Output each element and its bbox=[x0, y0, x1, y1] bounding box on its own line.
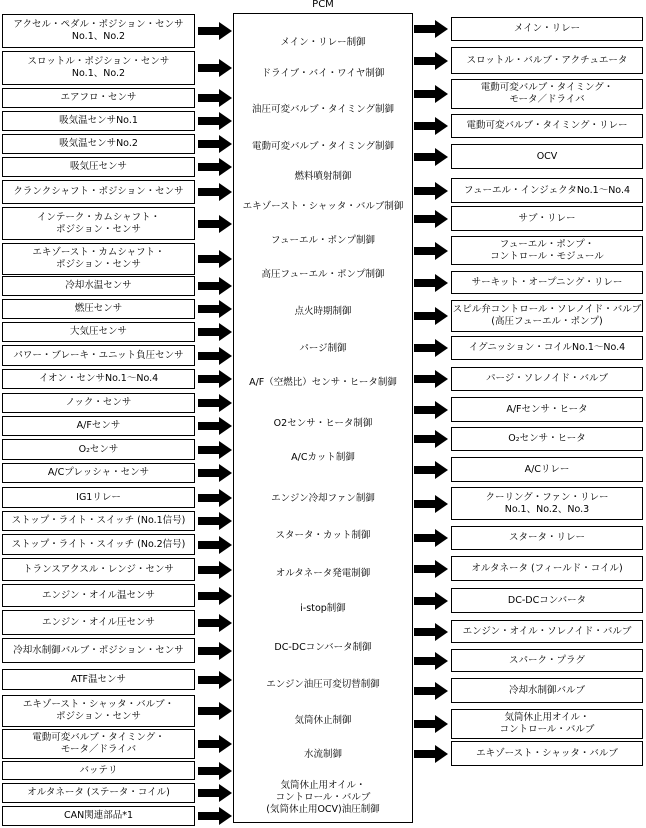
input-arrow bbox=[198, 370, 232, 388]
input-signal-box-line: ストップ・ライト・スイッチ (No.2信号) bbox=[11, 538, 186, 550]
input-arrow bbox=[198, 135, 232, 153]
output-device-box bbox=[451, 336, 643, 360]
pcm-control-line: (気筒休止用OCV)油圧制御 bbox=[266, 804, 380, 815]
pcm-control-line: オルタネータ発電制御 bbox=[275, 568, 371, 579]
output-device-box bbox=[451, 79, 643, 109]
input-arrow bbox=[198, 671, 232, 689]
output-device-box bbox=[451, 236, 643, 265]
pcm-title: PCM bbox=[312, 0, 334, 10]
output-device-box bbox=[451, 588, 643, 613]
input-signal-box-line: A/Cプレッシャ・センサ bbox=[47, 467, 150, 478]
pcm-control-function bbox=[234, 201, 412, 213]
output-device-box-line: A/Fセンサ・ヒータ bbox=[506, 403, 588, 415]
input-signal-box-line: No.1、No.2 bbox=[71, 31, 126, 42]
output-device-box-line: スタータ・リレー bbox=[508, 532, 585, 543]
input-signal-box-line: CAN関連部品*1 bbox=[63, 810, 134, 821]
output-device-box-line: スロットル・バルブ・アクチュエータ bbox=[466, 54, 628, 66]
output-device-box bbox=[451, 367, 643, 391]
pcm-control-function bbox=[234, 679, 412, 691]
output-arrow bbox=[414, 430, 448, 448]
output-arrow bbox=[414, 592, 448, 610]
output-device-box bbox=[451, 709, 643, 739]
input-signal-box bbox=[2, 695, 195, 727]
input-signal-box-line: 吸気圧センサ bbox=[69, 161, 127, 172]
output-device-box-line: (高圧フューエル・ポンプ) bbox=[491, 316, 603, 327]
pcm-control-line: エキゾースト・シャッタ・バルブ制御 bbox=[242, 201, 404, 212]
output-arrow bbox=[414, 623, 448, 641]
output-device-box-line: A/Cリレー bbox=[524, 463, 570, 475]
input-signal-box-line: エキゾースト・カムシャフト・ bbox=[32, 247, 165, 258]
pcm-control-line: 燃料噴射制御 bbox=[294, 171, 352, 182]
input-arrow bbox=[198, 464, 232, 482]
output-device-box bbox=[451, 144, 643, 169]
pcm-control-function bbox=[234, 418, 412, 430]
input-signal-box bbox=[2, 369, 195, 389]
output-arrow bbox=[414, 529, 448, 547]
input-signal-box bbox=[2, 243, 195, 275]
output-device-box bbox=[451, 487, 643, 520]
output-arrow bbox=[414, 148, 448, 166]
pcm-control-line: 高圧フューエル・ポンプ制御 bbox=[261, 269, 385, 280]
input-signal-box bbox=[2, 638, 195, 663]
pcm-control-line: エンジン油圧可変切替制御 bbox=[266, 679, 380, 690]
output-device-box bbox=[451, 206, 643, 231]
output-device-box bbox=[451, 678, 643, 703]
pcm-control-line: A/F（空燃比）センサ・ヒータ制御 bbox=[249, 377, 397, 388]
pcm-control-line: エンジン冷却ファン制御 bbox=[271, 493, 375, 504]
output-arrow bbox=[414, 307, 448, 325]
output-arrow bbox=[414, 682, 448, 700]
output-arrow bbox=[414, 52, 448, 70]
input-arrow bbox=[198, 22, 232, 40]
pcm-control-function bbox=[234, 642, 412, 654]
pcm-control-function bbox=[234, 452, 412, 464]
pcm-control-line: i-stop制御 bbox=[300, 603, 346, 614]
output-device-box-line: スパーク・プラグ bbox=[508, 654, 585, 666]
output-device-box bbox=[451, 556, 643, 581]
input-signal-box bbox=[2, 463, 195, 483]
output-device-box-line: コントロール・モジュール bbox=[490, 250, 604, 262]
input-arrow bbox=[198, 735, 232, 753]
output-arrow bbox=[414, 652, 448, 670]
input-arrow bbox=[198, 323, 232, 341]
input-signal-box bbox=[2, 134, 195, 154]
pcm-control-line: スタータ・カット制御 bbox=[275, 530, 371, 541]
input-signal-box-line: ポジション・センサ bbox=[55, 259, 142, 270]
output-device-box bbox=[451, 427, 643, 451]
output-device-box-line: 電動可変バルブ・タイミング・リレー bbox=[466, 120, 628, 131]
output-device-box bbox=[451, 300, 643, 332]
output-device-box bbox=[451, 47, 643, 74]
pcm-control-line: フューエル・ポンプ制御 bbox=[270, 235, 376, 246]
input-signal-box-line: ノック・センサ bbox=[65, 397, 132, 408]
input-signal-box-line: バッテリ bbox=[79, 764, 118, 776]
input-arrow bbox=[198, 417, 232, 435]
input-signal-box bbox=[2, 729, 195, 759]
input-arrow bbox=[198, 489, 232, 507]
input-signal-box bbox=[2, 180, 195, 204]
input-signal-box-line: ATF温センサ bbox=[70, 673, 127, 685]
input-signal-box bbox=[2, 558, 195, 581]
output-arrow bbox=[414, 495, 448, 513]
input-arrow bbox=[198, 642, 232, 660]
input-signal-box bbox=[2, 439, 195, 460]
output-device-box bbox=[451, 17, 643, 41]
pcm-control-function bbox=[234, 306, 412, 318]
input-signal-box-line: エキゾースト・シャッタ・バルブ・ bbox=[22, 699, 175, 710]
input-arrow bbox=[198, 807, 232, 825]
pcm-control-line: 油圧可変バルブ・タイミング制御 bbox=[251, 104, 395, 115]
input-signal-box-line: ストップ・ライト・スイッチ (No.1信号) bbox=[11, 515, 186, 526]
input-signal-box-line: エアフロ・センサ bbox=[60, 92, 137, 103]
pcm-control-function bbox=[234, 493, 412, 505]
pcm-control-function bbox=[234, 269, 412, 281]
input-signal-box-line: エンジン・オイル圧センサ bbox=[41, 616, 156, 628]
input-signal-box bbox=[2, 806, 195, 826]
input-signal-box bbox=[2, 511, 195, 531]
input-signal-box-line: スロットル・ポジション・センサ bbox=[27, 56, 170, 67]
output-device-box bbox=[451, 397, 643, 422]
output-device-box bbox=[451, 178, 643, 203]
input-signal-box bbox=[2, 322, 195, 342]
output-device-box bbox=[451, 741, 643, 766]
input-arrow bbox=[198, 300, 232, 318]
input-signal-box bbox=[2, 111, 195, 131]
pcm-control-line: ドライブ・バイ・ワイヤ制御 bbox=[261, 68, 385, 79]
pcm-control-line: O2センサ・ヒータ制御 bbox=[273, 418, 373, 429]
pcm-control-function bbox=[234, 343, 412, 355]
input-signal-box-line: アクセル・ペダル・ポジション・センサ bbox=[13, 19, 184, 30]
output-arrow bbox=[414, 242, 448, 260]
output-device-box-line: モータ／ドライバ bbox=[509, 94, 585, 105]
input-arrow bbox=[198, 441, 232, 459]
pcm-control-function bbox=[234, 749, 412, 761]
pcm-control-line: DC-DCコンバータ制御 bbox=[274, 642, 372, 653]
output-device-box-line: 気筒休止用オイル・ bbox=[504, 712, 590, 723]
input-arrow bbox=[198, 89, 232, 107]
pcm-control-function bbox=[234, 68, 412, 80]
input-signal-box-line: パワー・ブレーキ・ユニット負圧センサ bbox=[13, 349, 184, 361]
input-arrow bbox=[198, 784, 232, 802]
input-signal-box bbox=[2, 276, 195, 296]
pcm-control-line: コントロール・バルブ bbox=[275, 792, 371, 803]
input-signal-box-line: 冷却水温センサ bbox=[65, 280, 132, 291]
output-arrow bbox=[414, 20, 448, 38]
input-signal-box bbox=[2, 487, 195, 508]
output-arrow bbox=[414, 401, 448, 419]
input-signal-box-line: O₂センサ bbox=[78, 443, 119, 455]
pcm-control-function bbox=[234, 377, 412, 389]
input-arrow bbox=[198, 250, 232, 268]
input-arrow bbox=[198, 702, 232, 720]
output-arrow bbox=[414, 745, 448, 763]
input-signal-box bbox=[2, 761, 195, 780]
input-arrow bbox=[198, 277, 232, 295]
pcm-control-function bbox=[234, 235, 412, 247]
input-arrow bbox=[198, 215, 232, 233]
input-signal-box-line: モータ／ドライバ bbox=[60, 744, 137, 755]
output-device-box bbox=[451, 620, 643, 643]
output-device-box bbox=[451, 114, 643, 138]
output-arrow bbox=[414, 370, 448, 388]
input-arrow bbox=[198, 347, 232, 365]
output-device-box-line: 冷却水制御バルブ bbox=[508, 684, 585, 696]
input-signal-box bbox=[2, 299, 195, 319]
input-arrow bbox=[198, 561, 232, 579]
output-device-box bbox=[451, 457, 643, 482]
input-signal-box bbox=[2, 610, 195, 635]
output-arrow bbox=[414, 210, 448, 228]
pcm-control-line: 気筒休止制御 bbox=[294, 715, 352, 726]
input-signal-box-line: オルタネータ (ステータ・コイル) bbox=[27, 787, 170, 798]
input-arrow bbox=[198, 512, 232, 530]
output-arrow bbox=[414, 274, 448, 292]
pcm-control-function bbox=[234, 568, 412, 580]
output-device-box-line: パージ・ソレノイド・バルブ bbox=[485, 373, 609, 384]
input-arrow bbox=[198, 614, 232, 632]
pcm-control-function bbox=[234, 104, 412, 116]
input-signal-box bbox=[2, 51, 195, 85]
input-signal-box-line: ポジション・センサ bbox=[55, 223, 142, 235]
input-signal-box bbox=[2, 669, 195, 690]
output-device-box-line: 電動可変バルブ・タイミング・ bbox=[480, 82, 614, 93]
pcm-control-line: 水流制御 bbox=[303, 749, 342, 760]
output-arrow bbox=[414, 117, 448, 135]
output-device-box-line: サブ・リレー bbox=[518, 212, 576, 224]
output-arrow bbox=[414, 182, 448, 200]
input-signal-box-line: インテーク・カムシャフト・ bbox=[36, 211, 161, 223]
pcm-control-line: 気筒休止用オイル・ bbox=[280, 780, 366, 791]
input-signal-box-line: 吸気温センサNo.1 bbox=[59, 115, 138, 126]
input-signal-box bbox=[2, 345, 195, 366]
input-signal-box bbox=[2, 393, 195, 413]
input-signal-box bbox=[2, 88, 195, 108]
input-signal-box-line: 冷却水制御バルブ・ポジション・センサ bbox=[13, 644, 184, 656]
pcm-box bbox=[233, 13, 413, 823]
output-device-box-line: O₂センサ・ヒータ bbox=[508, 433, 586, 444]
input-signal-box bbox=[2, 534, 195, 555]
input-signal-box-line: No.1、No.2 bbox=[71, 68, 126, 79]
input-signal-box-line: ポジション・センサ bbox=[55, 711, 142, 722]
output-arrow bbox=[414, 715, 448, 733]
output-device-box-line: コントロール・バルブ bbox=[499, 724, 595, 735]
input-signal-box-line: 吸気温センサNo.2 bbox=[59, 138, 138, 149]
output-arrow bbox=[414, 560, 448, 578]
output-device-box-line: エンジン・オイル・ソレノイド・バルブ bbox=[462, 625, 632, 637]
pcm-control-line: パージ制御 bbox=[299, 343, 347, 354]
output-device-box bbox=[451, 271, 643, 294]
input-signal-box-line: クランクシャフト・ポジション・センサ bbox=[13, 186, 184, 197]
input-signal-box-line: A/Fセンサ bbox=[76, 420, 121, 431]
output-device-box-line: メイン・リレー bbox=[513, 23, 581, 34]
output-device-box-line: フューエル・ポンプ・ bbox=[499, 238, 595, 250]
input-arrow bbox=[198, 183, 232, 201]
input-signal-box bbox=[2, 416, 195, 436]
pcm-control-function bbox=[234, 530, 412, 542]
pcm-control-line: A/Cカット制御 bbox=[291, 452, 355, 463]
input-arrow bbox=[198, 112, 232, 130]
pcm-control-function bbox=[234, 141, 412, 153]
input-arrow bbox=[198, 59, 232, 77]
input-signal-box-line: IG1リレー bbox=[76, 491, 121, 503]
pcm-control-function bbox=[234, 715, 412, 727]
input-arrow bbox=[198, 536, 232, 554]
pcm-control-function bbox=[234, 603, 412, 615]
input-signal-box-line: 大気圧センサ bbox=[69, 326, 127, 337]
output-device-box-line: イグニッション・コイルNo.1〜No.4 bbox=[468, 342, 626, 353]
pcm-control-line: 点火時期制御 bbox=[294, 306, 352, 317]
input-arrow bbox=[198, 158, 232, 176]
output-device-box-line: フューエル・インジェクタNo.1〜No.4 bbox=[463, 184, 631, 196]
input-signal-box bbox=[2, 584, 195, 607]
output-device-box-line: サーキット・オープニング・リレー bbox=[471, 276, 623, 288]
output-arrow bbox=[414, 85, 448, 103]
input-signal-box-line: エンジン・オイル温センサ bbox=[41, 589, 156, 601]
output-device-box-line: クーリング・ファン・リレー bbox=[485, 491, 609, 503]
input-signal-box-line: トランスアクスル・レンジ・センサ bbox=[23, 563, 174, 575]
output-device-box-line: エキゾースト・シャッタ・バルブ bbox=[476, 747, 618, 759]
input-arrow bbox=[198, 394, 232, 412]
input-arrow bbox=[198, 762, 232, 780]
pcm-control-line: メイン・リレー制御 bbox=[280, 37, 366, 48]
pcm-control-function bbox=[234, 171, 412, 183]
output-arrow bbox=[414, 339, 448, 357]
pcm-control-function bbox=[234, 37, 412, 49]
input-signal-box-line: イオン・センサNo.1〜No.4 bbox=[38, 373, 159, 384]
pcm-control-function bbox=[234, 780, 412, 816]
output-device-box bbox=[451, 649, 643, 672]
output-arrow bbox=[414, 461, 448, 479]
input-signal-box bbox=[2, 783, 195, 803]
input-signal-box-line: 電動可変バルブ・タイミング・ bbox=[32, 732, 165, 743]
output-device-box-line: オルタネータ (フィールド・コイル) bbox=[471, 562, 623, 574]
input-arrow bbox=[198, 587, 232, 605]
output-device-box-line: OCV bbox=[536, 150, 558, 162]
input-signal-box-line: 燃圧センサ bbox=[74, 303, 123, 314]
output-device-box bbox=[451, 526, 643, 550]
output-device-box-line: DC-DCコンバータ bbox=[507, 594, 587, 606]
input-signal-box bbox=[2, 207, 195, 240]
input-signal-box bbox=[2, 157, 195, 177]
output-device-box-line: スピル弁コントロール・ソレノイド・バルブ bbox=[452, 304, 642, 315]
pcm-control-line: 電動可変バルブ・タイミング制御 bbox=[251, 141, 395, 152]
input-signal-box bbox=[2, 14, 195, 48]
output-device-box-line: No.1、No.2、No.3 bbox=[504, 503, 590, 515]
